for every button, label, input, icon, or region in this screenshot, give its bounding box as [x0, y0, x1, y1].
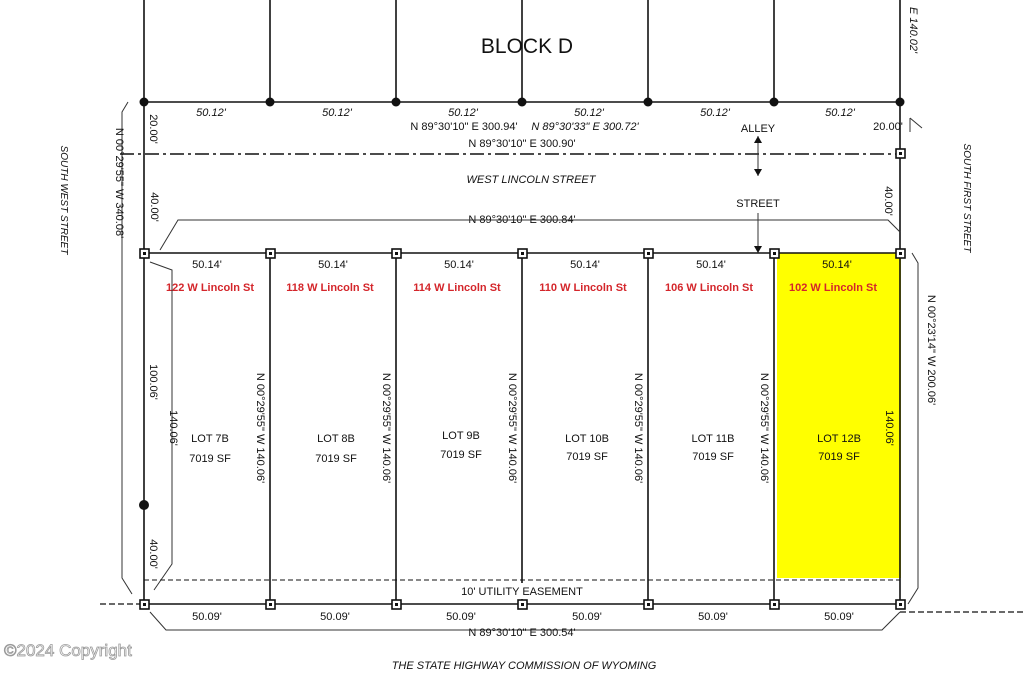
lot-line-bearing-1: N 00°29'55" W 140.06'	[254, 372, 266, 484]
lot-12b-name: LOT 12B	[817, 433, 861, 445]
street-label: STREET	[736, 198, 780, 210]
monument-dot	[140, 98, 149, 107]
lot-8b-address: 118 W Lincoln St	[286, 282, 374, 294]
copyright-watermark: ©2024 Copyright	[4, 641, 132, 660]
lot-10b-area: 7019 SF	[566, 451, 608, 463]
lot-top-distance-1: 50.14'	[192, 259, 222, 271]
monument-dot	[139, 500, 149, 510]
monument-dot	[770, 98, 779, 107]
lot-bottom-distance-5: 50.09'	[698, 611, 728, 623]
top-distance-6: 50.12'	[825, 107, 855, 119]
lot-top-distance-2: 50.14'	[318, 259, 348, 271]
top-distance-2: 50.12'	[322, 107, 352, 119]
utility-easement-label: 10' UTILITY EASEMENT	[461, 586, 583, 598]
lot-12b-address: 102 W Lincoln St	[788, 282, 878, 294]
bottom-bearing: N 89°30'10" E 300.54'	[468, 627, 576, 639]
lot-10b-address: 110 W Lincoln St	[539, 282, 627, 294]
monument-dot	[644, 98, 653, 107]
west-lot-depth: 140.06'	[167, 410, 179, 446]
west-upper-segment: 100.06'	[147, 364, 159, 400]
top-distance-1: 50.12'	[196, 107, 226, 119]
alley-width-right: 20.00'	[873, 121, 903, 133]
alley-centerline-bearing: N 89°30'10" E 300.90'	[468, 138, 576, 150]
lot-8b-area: 7019 SF	[315, 453, 357, 465]
block-label: BLOCK D	[480, 35, 574, 58]
lot-11b-address: 106 W Lincoln St	[664, 282, 754, 294]
street-width-left: 40.00'	[148, 192, 160, 222]
top-bearing-left: N 89°30'10" E 300.94'	[410, 121, 518, 133]
top-right-partial-label: E 140.02'	[907, 6, 919, 54]
lot-top-distance-6: 50.14'	[822, 259, 852, 271]
lot-7b-name: LOT 7B	[191, 433, 229, 445]
west-lower-segment: 40.00'	[147, 539, 159, 569]
lot-7b-address: 122 W Lincoln St	[165, 282, 255, 294]
lot-line-bearing-4: N 00°29'55" W 140.06'	[632, 372, 644, 484]
lot-11b-name: LOT 11B	[691, 433, 735, 445]
alley-label: ALLEY	[740, 123, 776, 135]
lot-7b-area: 7019 SF	[189, 453, 231, 465]
lot-10b-name: LOT 10B	[565, 433, 609, 445]
top-distance-3: 50.12'	[448, 107, 478, 119]
monument-dot	[518, 98, 527, 107]
lot-11b-area: 7019 SF	[692, 451, 734, 463]
lot-9b-area: 7019 SF	[440, 449, 482, 461]
lot-8b-name: LOT 8B	[317, 433, 355, 445]
lot-top-distance-3: 50.14'	[444, 259, 474, 271]
top-bearing-right: N 89°30'33" E 300.72'	[531, 121, 639, 133]
east-lot-depth: 140.06'	[883, 410, 895, 446]
lot-12b-highlight[interactable]	[777, 253, 901, 578]
lot-line-bearing-2: N 00°29'55" W 140.06'	[380, 372, 392, 484]
lot-12b-area: 7019 SF	[818, 451, 860, 463]
street-name: WEST LINCOLN STREET	[466, 174, 596, 186]
lot-line-bearing-3: N 00°29'55" W 140.06'	[506, 372, 518, 484]
lot-bottom-distance-3: 50.09'	[446, 611, 476, 623]
lot-top-distance-4: 50.14'	[570, 259, 600, 271]
lot-9b-address: 114 W Lincoln St	[413, 282, 501, 294]
monument-dot	[896, 98, 905, 107]
top-distance-4: 50.12'	[574, 107, 604, 119]
highway-commission-label: THE STATE HIGHWAY COMMISSION OF WYOMING	[391, 660, 657, 672]
west-line-bearing: N 00°29'55" W 340.08'	[113, 127, 125, 239]
east-line-bearing: N 00°23'14" W 200.06'	[925, 294, 937, 406]
lot-9b-name: LOT 9B	[442, 430, 480, 442]
alley-width-left: 20.00'	[147, 114, 159, 144]
top-distance-5: 50.12'	[700, 107, 730, 119]
monument-dot	[392, 98, 401, 107]
lot-bottom-distance-6: 50.09'	[824, 611, 854, 623]
lot-top-distance-5: 50.14'	[696, 259, 726, 271]
lot-bottom-distance-1: 50.09'	[192, 611, 222, 623]
lot-bottom-distance-4: 50.09'	[572, 611, 602, 623]
monument-dot	[266, 98, 275, 107]
south-west-street-label: SOUTH WEST STREET	[58, 145, 69, 255]
street-width-right: 40.00'	[882, 186, 894, 216]
lot-line-bearing-5: N 00°29'55" W 140.06'	[758, 372, 770, 484]
south-first-street-label: SOUTH FIRST STREET	[961, 143, 972, 253]
lot-bottom-distance-2: 50.09'	[320, 611, 350, 623]
street-bearing: N 89°30'10" E 300.84'	[468, 214, 576, 226]
